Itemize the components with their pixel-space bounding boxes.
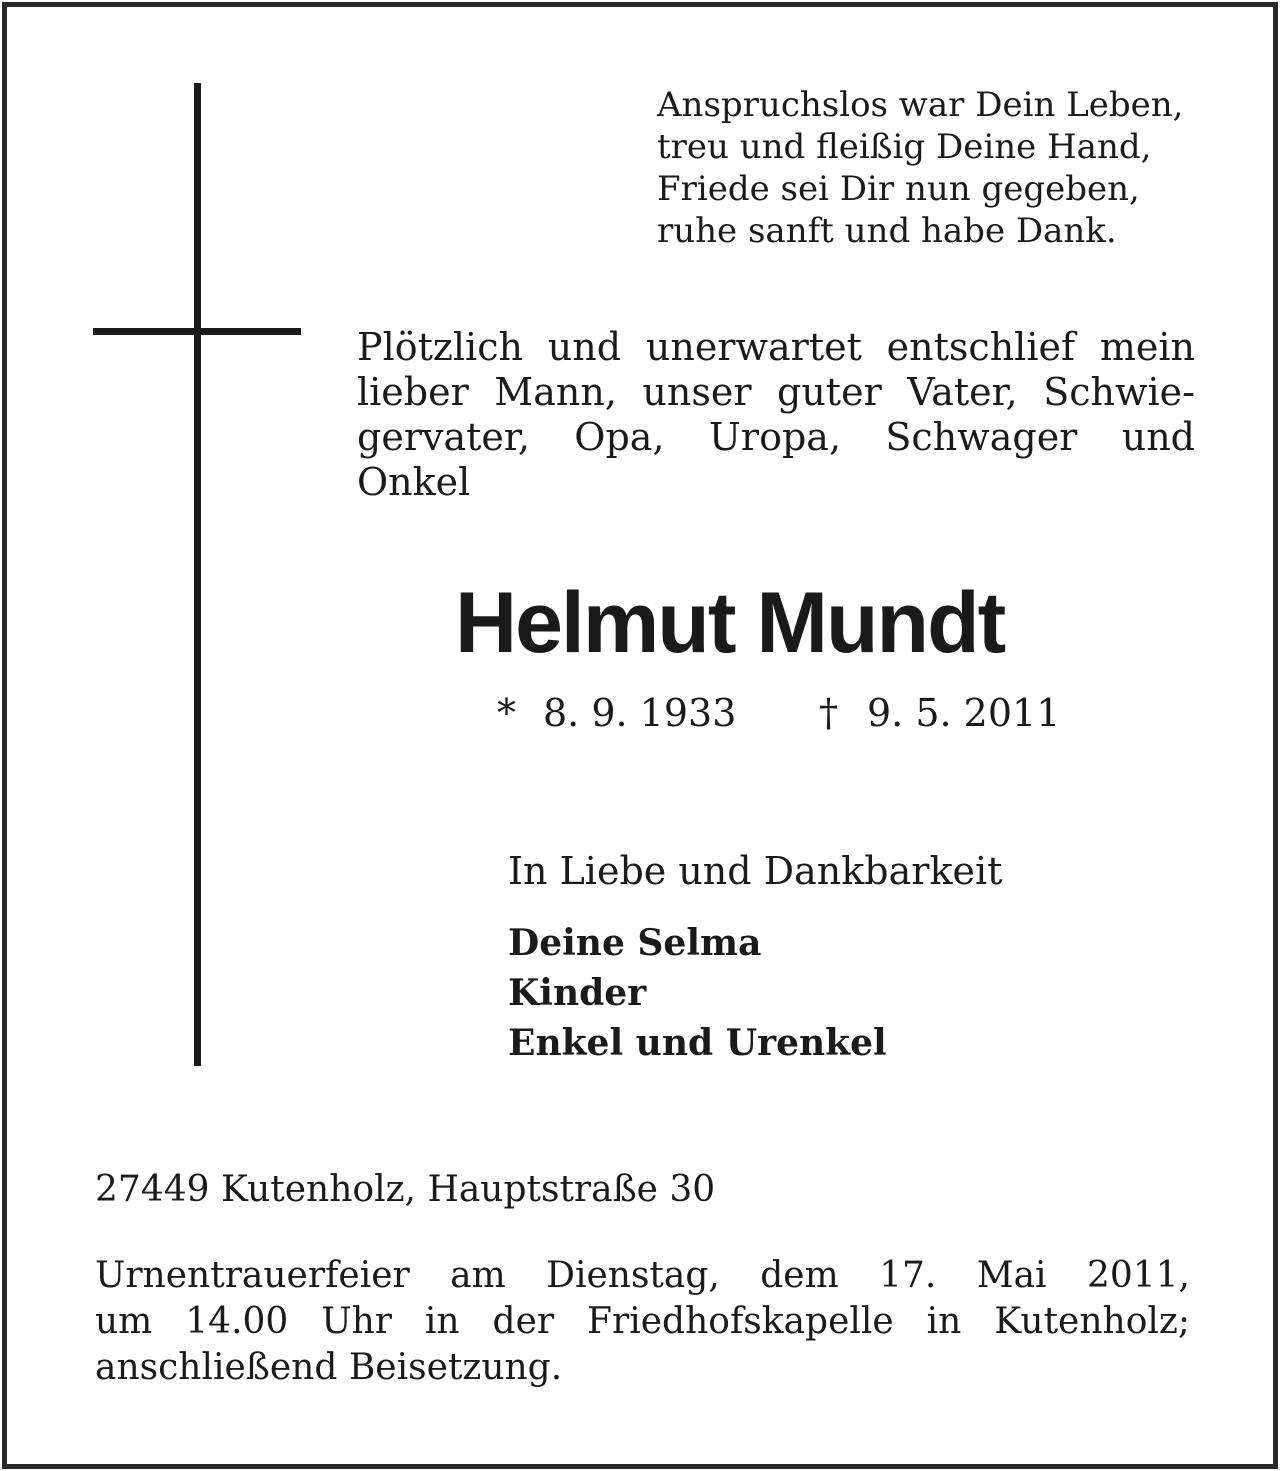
deceased-name: Helmut Mundt <box>455 575 1005 671</box>
mourner-name: Enkel und Urenkel <box>508 1022 887 1064</box>
service-line: Urnentrauerfeier am Dienstag, dem 17. Mai 2011, <box>95 1255 1190 1296</box>
mourner-name: Kinder <box>508 972 647 1014</box>
service-line: anschließend Beisetzung. <box>95 1347 563 1388</box>
poem-line: ruhe sanft und habe Dank. <box>657 211 1117 251</box>
poem-line: Anspruchslos war Dein Leben, <box>657 85 1184 125</box>
cross-vertical-bar <box>194 83 201 1066</box>
announcement-line: Onkel <box>357 460 471 504</box>
death-date: 9. 5. 2011 <box>867 691 1061 735</box>
poem-line: Friede sei Dir nun gegeben, <box>657 169 1140 209</box>
birth-symbol: * <box>497 691 516 735</box>
announcement-text <box>357 325 1195 505</box>
birth-date: 8. 9. 1933 <box>543 691 737 735</box>
memorial-poem <box>657 84 1217 252</box>
poem-line: treu und fleißig Deine Hand, <box>657 127 1152 167</box>
death-symbol: † <box>819 691 838 735</box>
cross-horizontal-bar <box>93 328 301 335</box>
funeral-service-info <box>95 1253 1190 1391</box>
closing-phrase: In Liebe und Dankbarkeit <box>508 849 1003 893</box>
announcement-line: Plötzlich und unerwartet entschlief mein <box>357 325 1195 369</box>
family-address: 27449 Kutenholz, Hauptstraße 30 <box>95 1169 716 1210</box>
service-line: um 14.00 Uhr in der Friedhofskapelle in Kutenholz; <box>95 1301 1190 1342</box>
mourner-name: Deine Selma <box>508 922 762 964</box>
mourners-list <box>508 918 887 1068</box>
announcement-line: lieber Mann, unser guter Vater, Schwie- <box>357 370 1195 414</box>
announcement-line: gervater, Opa, Uropa, Schwager und <box>357 415 1195 459</box>
